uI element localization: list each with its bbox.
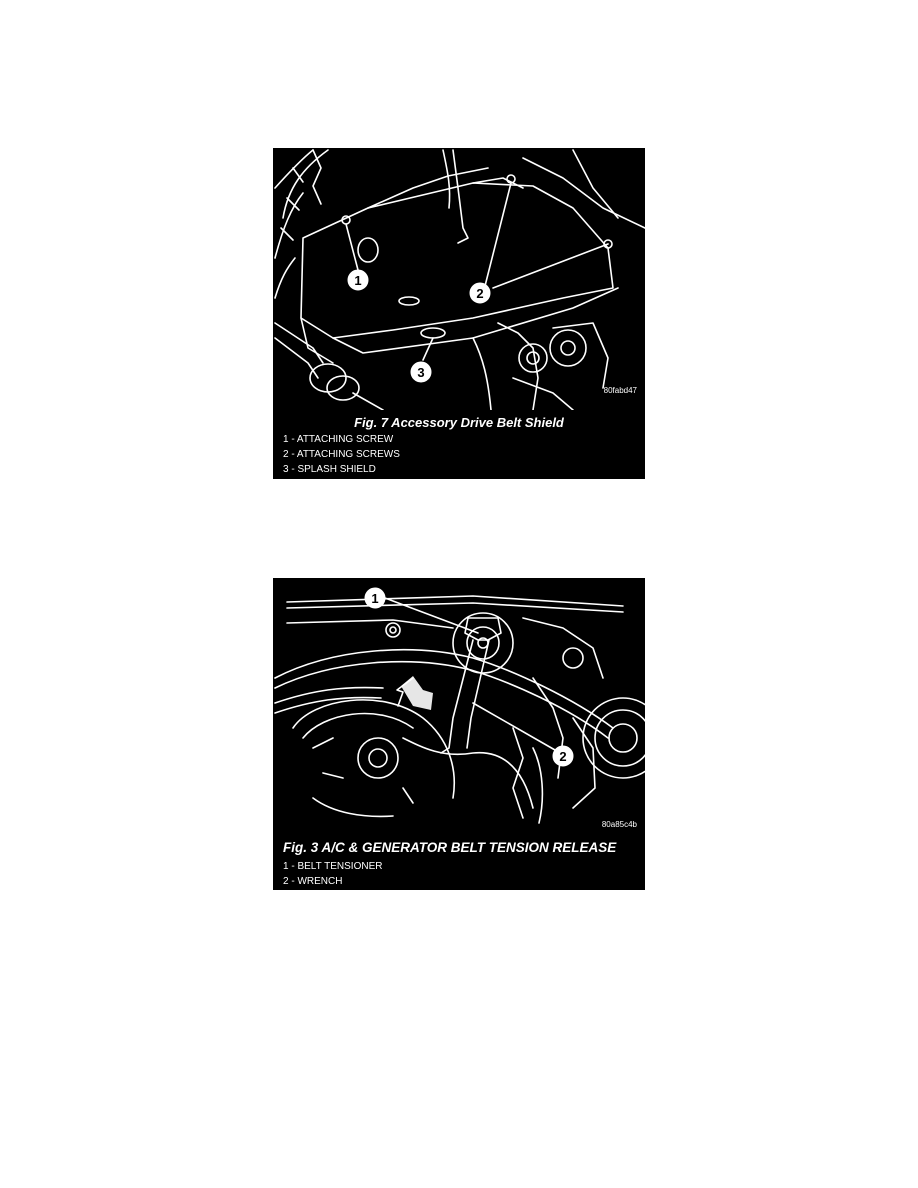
figure-accessory-drive-belt-shield <box>273 148 645 479</box>
belt-tension-illustration <box>273 578 645 828</box>
callout-2: 2 <box>476 286 484 301</box>
figure-code: 80a85c4b <box>601 820 637 829</box>
legend-item: 2 - WRENCH <box>283 876 343 887</box>
figure-caption: Fig. 7 Accessory Drive Belt Shield <box>354 415 564 430</box>
legend-item: 1 - ATTACHING SCREW <box>283 434 394 445</box>
legend-item: 2 - ATTACHING SCREWS <box>283 449 400 460</box>
figure-code: 80fabd47 <box>603 386 637 395</box>
figure-legend <box>283 859 382 889</box>
belt-shield-illustration <box>273 148 645 410</box>
legend-item: 1 - BELT TENSIONER <box>283 861 383 872</box>
callout-1: 1 <box>354 273 362 288</box>
callout-3: 3 <box>417 365 425 380</box>
figure-caption: Fig. 3 A/C & GENERATOR BELT TENSION RELEASE <box>283 840 617 855</box>
callout-1: 1 <box>371 591 379 606</box>
legend-item: 3 - SPLASH SHIELD <box>283 464 376 475</box>
figure-legend <box>283 432 400 477</box>
figure-belt-tension-release <box>273 578 645 890</box>
callout-2: 2 <box>559 749 567 764</box>
